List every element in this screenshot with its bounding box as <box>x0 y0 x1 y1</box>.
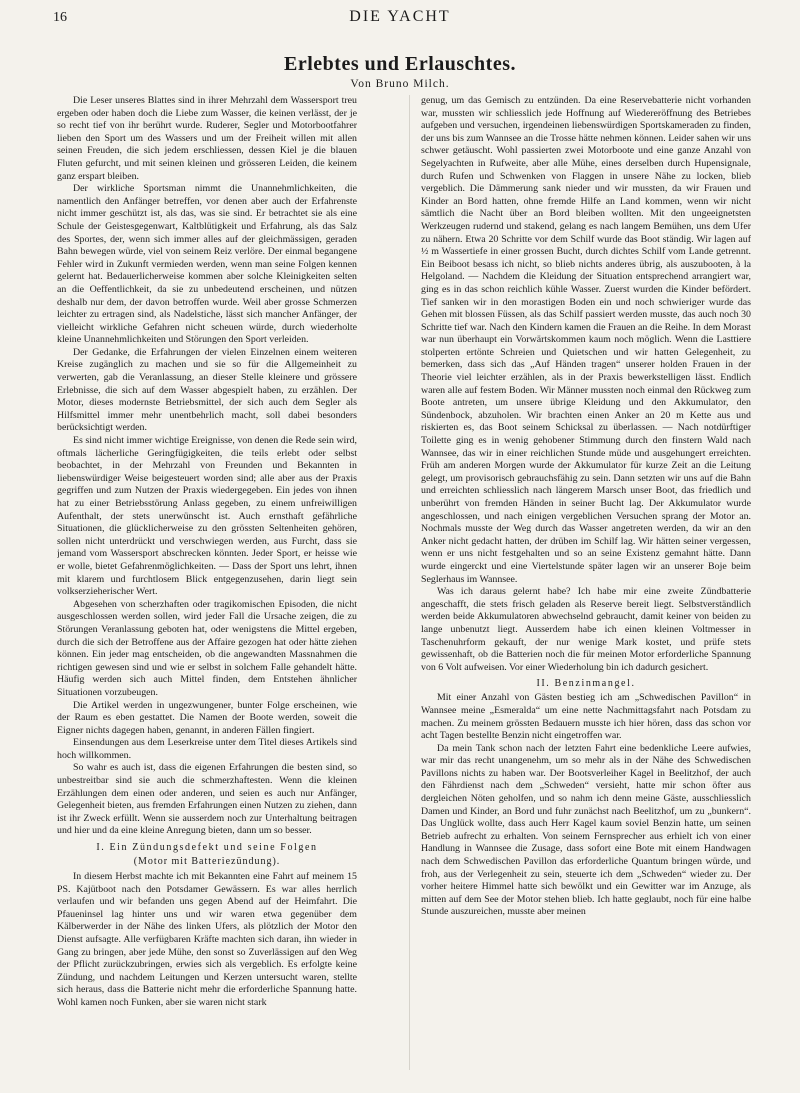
section-heading: I. Ein Zündungsdefekt und seine Folgen <box>96 842 318 854</box>
article-title: Erlebtes und Erlauschtes. <box>284 53 516 75</box>
byline: Von Bruno Milch. <box>350 78 450 90</box>
paragraph: So wahr es auch ist, dass die eigenen Erfahrungen die besten sind, so unbestreitbar sind sie auch die schmerzhaftesten. Wenn die kleinen Erzählungen dem einen oder anderen, und seien es auch nur Anfänger, Gelegenheit bieten, aus fremden Erfahrungen einen Nutzen zu ziehen, dann ist ihr Zweck erfüllt. Wenn sie ausserdem noch zur Unterhaltung beitragen und hier und da eine kleine Anregung bieten, dann um so besser. <box>57 762 357 837</box>
right-column <box>421 95 751 1070</box>
running-title: DIE YACHT <box>349 8 451 25</box>
section-subheading: (Motor mit Batteriezündung). <box>133 856 281 868</box>
page-number: 16 <box>53 10 67 25</box>
paragraph: genug, um das Gemisch zu entzünden. Da eine Reservebatterie nicht vorhanden war, mussten wir schliesslich jede Hoffnung auf Wiedereröffnung des Betriebes aufgeben und versuchen, irgendeinen liebenswürdigen Sportskameraden zu finden, der uns bis zum Wannsee an die Trosse hätte nehmen können. Leider sahen wir uns schwer getäuscht. Wohl passierten zwei Motorboote und eine ganze Anzahl von Segelyachten in Rufweite, aber alle Mühe, eines derselben durch Hupensignale, durch Rufen und Schwenken von Flaggen in unsere Nähe zu locken, blieb vergeblich. Die Dämmerung sank nieder und wir mussten, da wir Frauen und Kinder an Bord hatten, ohne fremde Hilfe an Land kommen, wenn wir nicht sämtlich die Nacht über an Bord bleiben wollten. Mit den ungeeignetsten Werkzeugen rudernd und stakend, gelang es nach langem Bemühen, uns dem Ufer zu nähern. Etwa 20 Schritte vor dem Schilf wurde das Boot ständig. Wir lagen auf ½ m Wassertiefe in einer grossen Bucht, durch dichtes Schilf vom Lande getrennt. Ein Beiboot besass ich nicht, so blieb nichts anderes übrig, als auszubooten, à la Helgoland. — Nachdem die Kleidung der Situation entsprechend arrangiert war, ging es in das schon reichlich kühle Wasser. Zuerst wurden die Kinder befördert. Tief sanken wir in den morastigen Boden ein und noch schwieriger wurde das Gehen mit blossen Füssen, als das Schilf passiert werden musste, das auch noch 30 Schritte tief war. Nach den Kindern kamen die Frauen an die Reihe. In dem Morast war nun überhaupt ein Vorwärtskommen kaum noch möglich. Wenn die Lasttiere stolperten ertönte Schreien und Quietschen und wir hatten Gelegenheit, zu bemerken, dass sich das „Auf Händen tragen“ unserer holden Frauen in der Theorie viel leichter erzählen, als in der Praxis bewerkstelligen lässt. Endlich waren alle auf festem Boden. Wir Männer mussten noch einmal den Rückweg zum Boote antreten, um unsere übrige Kleidung und den Akkumulator, den Sündenbock, abzuholen. Wir brachten einen Anker an 20 m Kette aus und riskierten es, das Boot seinem Schicksal zu überlassen. — Nach notdürftiger Toilette ging es in wenig gehobener Stimmung durch den finstern Wald nach Wannsee, das wir in einer reichlichen Stunde müde und ausgehungert erreichten. Früh am anderen Morgen wurde der Akkumulator für kurze Zeit an die Leitung gelegt, um provisorisch gebrauchsfähig zu sein. Dann setzten wir uns auf die Bahn und erreichten schliesslich nach längerem Marsch unser Boot, das friedlich und unberührt von fremden Händen in seiner Bucht lag. Der Akkumulator wurde angeschlossen, und nach einigen vergeblichen Versuchen sprang der Motor an. Nochmals musste der Weg durch das Wasser angetreten werden, da wir an den Anker nicht gedacht hatten, der drüben im Schilf lag. Wir hätten seiner vergessen, wenn er uns nicht festgehalten und so an seine Existenz gemahnt hätte. Dann wurde eingerckt und eine Viertelstunde später lagen wir an unserer Boje beim Seglerhaus im Wannsee. <box>421 95 751 585</box>
left-column <box>57 95 357 1070</box>
paragraph: Was ich daraus gelernt habe? Ich habe mir eine zweite Zündbatterie angeschafft, die stets frisch geladen als Reserve bereit liegt. Selbstverständlich werden beide Akkumulatoren abwechselnd gebraucht, damit keiner von beiden zu lange unbenutzt liegt. Ausserdem habe ich einen kleinen Voltmesser in Taschenuhrform gekauft, der nur wenige Mark kostet, und prüfe stets gewissenhaft, ob die Batterien noch die für meinen Motor erforderliche Spannung von 6 Volt aufweisen. Vor einer Wiederholung bin ich dadurch gesichert. <box>421 586 751 673</box>
paragraph: Abgesehen von scherzhaften oder tragikomischen Episoden, die nicht ausgeschlossen werden sollen, wird jeder Fall die Ursache zeigen, die zu Störungen Veranlassung geboten hat, oder wenigstens die Mittel ergeben, durch die sich der Betroffene aus der Affaire gezogen hat oder hätte ziehen können. Ein jeder mag entscheiden, ob die angewandten Massnahmen die richtigen gewesen sind und wie er selbst in solchem Falle gehandelt hätte. Häufig werden sich auch Mittel finden, dem Entstehen ähnlicher Situationen vorzubeugen. <box>57 598 357 698</box>
paragraph: Einsendungen aus dem Leserkreise unter dem Titel dieses Artikels sind hoch willkommen. <box>57 737 357 761</box>
section-heading: II. Benzinmangel. <box>536 678 636 690</box>
paragraph: Der Gedanke, die Erfahrungen der vielen Einzelnen einem weiteren Kreise zugänglich zu machen und sie so für die Allgemeinheit zu verwerten, gab die Veranlassung, an dieser Stelle kleinere und grössere Erlebnisse, die sich auf dem Wasser abgespielt haben, zu erzählen. Der Motor, dieses modernste Betriebsmittel, der sich auch dem Segler als Hilfsmittel immer mehr unentbehrlich macht, soll dabei besonders berücksichtigt werden. <box>57 346 357 434</box>
paragraph: Es sind nicht immer wichtige Ereignisse, von denen die Rede sein wird, oftmals lächerliche Geringfügigkeiten, die teils erlebt oder selbst beobachtet, in der Mehrzahl von Freunden und Bekannten in liebenswürdiger Weise beigesteuert worden sind; alle aber aus der Praxis gegriffen und zum Nutzen der Praxis wiedergegeben. Ein jedes von ihnen hat zu einer Betriebsstörung Anlass gegeben, zu einem unfreiwilligen Aufenthalt, der stets unerwünscht ist. Auch ernsthaft gefährliche Situationen, die glücklicherweise zu den grössten Seltenheiten gehören, sollen nicht unterdrückt und verschwiegen werden, aus Furcht, dass sie jemand vom Wassersport abschrecken könnten. Jeder Sport, er heisse wie er wolle, bietet Gefahrenmöglichkeiten. — Dass der Sport uns lehrt, ihnen mit klarem und furchtlosem Blick entgegenzusehen, darin liegt sein volkserzieherischer Wert. <box>57 435 357 598</box>
column-divider <box>409 95 410 1070</box>
paragraph: Die Leser unseres Blattes sind in ihrer Mehrzahl dem Wassersport treu ergeben oder haben doch die Liebe zum Wasser, die keinen verlässt, der je so recht tief von ihr berührt wurde. Ruderer, Segler und Motorbootfahrer lieben den Sport um des Wassers und um der Freiheit willen mit allen seinen Freuden, die sich jedem erschliessen, dessen Kiel je die blauen Fluten gefurcht, und mit seinen kleinen und grösseren Leiden, die keinem ganz erspart bleiben. <box>57 95 357 182</box>
paragraph: In diesem Herbst machte ich mit Bekannten eine Fahrt auf meinem 15 PS. Kajütboot nach den Potsdamer Gewässern. Es war alles herrlich verlaufen und wir befanden uns gegen Abend auf der Heimfahrt. Die Pfaueninsel lag hinter uns und wir waren etwa gegenüber dem Kälberwerder in der Nähe des linken Ufers, als plötzlich der Motor den Dienst aufsagte. Alle verfügbaren Kräfte machten sich daran, ihn wieder in Gang zu bringen, aber jede Mühe, den sonst so Zuverlässigen auf den Weg der Pflicht zurückzubringen, erwies sich als vergeblich. Es erfolgte keine Zündung, und nachdem Leitungen und Kerzen untersucht waren, stellte sich heraus, dass die Batterie nicht mehr die erforderliche Spannung hatte. Wohl kamen noch Funken, aber sie waren nicht stark <box>57 871 357 1008</box>
paragraph: Da mein Tank schon nach der letzten Fahrt eine bedenkliche Leere aufwies, war mir das recht unangenehm, um so mehr als in der Nähe des Schwedischen Pavillons nichts zu haben war. Der Bootsverleiher Kagel in Beelitzhof, der auch den Fährdienst nach dem „Schweden“ versieht, hatte mir schon öfter aus dergleichen Nöten geholfen, und so nahm ich denn meine Gäste, ausschliesslich Damen und Kinder, an Bord und fuhr zunächst nach Beelitzhof, um zu „bunkern“. Das Unglück wollte, dass auch Herr Kagel kaum soviel Benzin hatte, um seinen Betrieb aufrecht zu erhalten. Von seinem Fernsprecher aus erhielt ich von einer Handlung in Wannsee die Zusage, dass sofort eine Bote mit einem Handwagen nach dem Schwedischen Pavillon das erforderliche Quantum bringen würde, und froh, aus der Verlegenheit zu sein, steuerte ich dem „Schweden“ wieder zu. Der vorher heitere Himmel hatte sich bewölkt und ein Gewitter war im Anzuge, als mitten auf dem See der Motor stehen blieb. Ich hatte geglaubt, noch für eine halbe Stunde auszureichen, musste aber meinen <box>421 742 751 918</box>
paragraph: Mit einer Anzahl von Gästen bestieg ich am „Schwedischen Pavillon“ in Wannsee meine „Esmeralda“ um eine nette Nachmittagsfahrt nach Potsdam zu machen. Zu meinem grössten Bedauern musste ich hier hören, dass das schon vor acht Tagen bestellte Benzin nicht eingetroffen war. <box>421 692 751 742</box>
paragraph: Der wirkliche Sportsman nimmt die Unannehmlichkeiten, die namentlich den Anfänger betreffen, vor denen aber auch der Erfahrenste nicht immer geschützt ist, als das, was sie sind. Er betrachtet sie als eine Schule der Geistesgegenwart, Kaltblütigkeit und Erfahrung, als das Salz des Sportes, der, wenn sich immer alles auf der gleichmässigen, geraden Bahn bewegen würde, viel von seinem Reiz verlöre. Der einmal begangene Fehler wird in Zukunft vermieden werden, wenn man seine Folgen kennen gelernt hat. Bedauerlicherweise kommen aber solche Kleinigkeiten selten an die Oeffentlichkeit, da sie zu unbedeutend erscheinen, und nützen deshalb nur dem, der davon betroffen wurde. Weil aber grosse Schmerzen leichter zu ertragen sind, als Nadelstiche, lässt sich mancher Anfänger, der vielleicht wirkliche Gefahren nicht scheuen würde, durch wiederholte kleine Unannehmlichkeiten und Störungen den Sport verleiden. <box>57 183 357 346</box>
paragraph: Die Artikel werden in ungezwungener, bunter Folge erscheinen, wie der Raum es eben gestattet. Die Namen der Boote werden, soweit die Eigner nichts dagegen haben, genannt, in anderen Fällen fingiert. <box>57 699 357 736</box>
